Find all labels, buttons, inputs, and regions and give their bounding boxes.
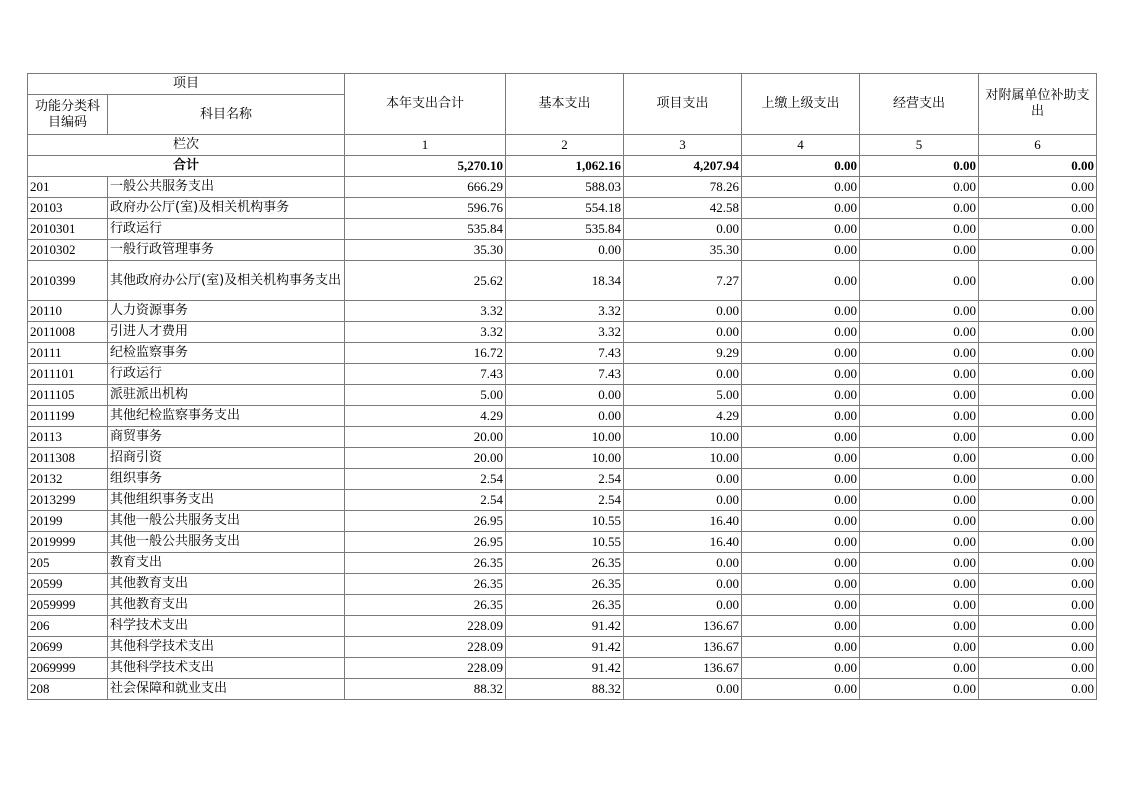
amount-cell: 25.62 — [345, 261, 506, 301]
table-row — [28, 511, 1097, 532]
amount-cell: 0.00 — [979, 637, 1097, 658]
amount-cell: 554.18 — [506, 198, 624, 219]
amount-cell: 0.00 — [979, 364, 1097, 385]
col-header-total: 本年支出合计 — [345, 74, 506, 135]
subject-name: 一般行政管理事务 — [108, 240, 345, 261]
amount-cell: 0.00 — [979, 198, 1097, 219]
table-row — [28, 553, 1097, 574]
amount-cell: 10.00 — [624, 448, 742, 469]
table-row — [28, 385, 1097, 406]
amount-cell: 26.95 — [345, 532, 506, 553]
amount-cell: 0.00 — [860, 448, 979, 469]
amount-cell: 0.00 — [979, 406, 1097, 427]
subject-name: 商贸事务 — [108, 427, 345, 448]
table-row — [28, 490, 1097, 511]
amount-cell: 35.30 — [345, 240, 506, 261]
table-row — [28, 219, 1097, 240]
amount-cell: 535.84 — [506, 219, 624, 240]
amount-cell: 0.00 — [742, 406, 860, 427]
amount-cell: 0.00 — [624, 679, 742, 700]
amount-cell: 7.43 — [506, 343, 624, 364]
subject-code: 2019999 — [28, 532, 108, 553]
subject-code: 2010302 — [28, 240, 108, 261]
subject-code: 205 — [28, 553, 108, 574]
amount-cell: 0.00 — [624, 322, 742, 343]
table-row — [28, 322, 1097, 343]
amount-cell: 0.00 — [742, 177, 860, 198]
amount-cell: 0.00 — [742, 364, 860, 385]
amount-cell: 42.58 — [624, 198, 742, 219]
amount-cell: 0.00 — [979, 385, 1097, 406]
amount-cell: 0.00 — [979, 490, 1097, 511]
amount-cell: 0.00 — [860, 240, 979, 261]
subject-code: 2011199 — [28, 406, 108, 427]
subject-name: 科学技术支出 — [108, 616, 345, 637]
amount-cell: 0.00 — [624, 574, 742, 595]
amount-cell: 0.00 — [860, 532, 979, 553]
amount-cell: 35.30 — [624, 240, 742, 261]
amount-cell: 0.00 — [860, 261, 979, 301]
amount-cell: 0.00 — [742, 240, 860, 261]
amount-cell: 535.84 — [345, 219, 506, 240]
amount-cell: 596.76 — [345, 198, 506, 219]
amount-cell: 0.00 — [979, 511, 1097, 532]
amount-cell: 0.00 — [860, 177, 979, 198]
amount-cell: 18.34 — [506, 261, 624, 301]
amount-cell: 7.43 — [506, 364, 624, 385]
seq-number: 6 — [979, 135, 1097, 156]
amount-cell: 0.00 — [860, 595, 979, 616]
amount-cell: 588.03 — [506, 177, 624, 198]
header-seq-label: 栏次 — [28, 135, 345, 156]
amount-cell: 78.26 — [624, 177, 742, 198]
amount-cell: 0.00 — [742, 553, 860, 574]
table-row — [28, 637, 1097, 658]
amount-cell: 0.00 — [979, 532, 1097, 553]
subject-code: 20111 — [28, 343, 108, 364]
amount-cell: 0.00 — [979, 343, 1097, 364]
amount-cell: 0.00 — [979, 427, 1097, 448]
amount-cell: 0.00 — [860, 219, 979, 240]
subject-code: 2011308 — [28, 448, 108, 469]
amount-cell: 228.09 — [345, 658, 506, 679]
subject-code: 208 — [28, 679, 108, 700]
amount-cell: 0.00 — [979, 469, 1097, 490]
amount-cell: 0.00 — [742, 469, 860, 490]
amount-cell: 0.00 — [742, 385, 860, 406]
amount-cell: 10.55 — [506, 511, 624, 532]
table-row — [28, 177, 1097, 198]
amount-cell: 0.00 — [742, 511, 860, 532]
table-row — [28, 574, 1097, 595]
amount-cell: 0.00 — [860, 658, 979, 679]
subject-code: 201 — [28, 177, 108, 198]
subject-code: 20113 — [28, 427, 108, 448]
amount-cell: 0.00 — [742, 532, 860, 553]
table-row — [28, 406, 1097, 427]
table-row — [28, 301, 1097, 322]
amount-cell: 0.00 — [860, 364, 979, 385]
header-name: 科目名称 — [108, 95, 345, 135]
subject-code: 20132 — [28, 469, 108, 490]
total-value: 0.00 — [742, 156, 860, 177]
subject-name: 其他纪检监察事务支出 — [108, 406, 345, 427]
header-code: 功能分类科目编码 — [28, 95, 108, 135]
amount-cell: 0.00 — [979, 322, 1097, 343]
col-header-basic: 基本支出 — [506, 74, 624, 135]
amount-cell: 26.35 — [506, 553, 624, 574]
amount-cell: 0.00 — [860, 679, 979, 700]
amount-cell: 0.00 — [860, 385, 979, 406]
subject-code: 20103 — [28, 198, 108, 219]
subject-name: 人力资源事务 — [108, 301, 345, 322]
amount-cell: 16.40 — [624, 532, 742, 553]
amount-cell: 7.43 — [345, 364, 506, 385]
subject-code: 20699 — [28, 637, 108, 658]
total-value: 4,207.94 — [624, 156, 742, 177]
amount-cell: 0.00 — [979, 679, 1097, 700]
total-value: 1,062.16 — [506, 156, 624, 177]
amount-cell: 16.40 — [624, 511, 742, 532]
amount-cell: 91.42 — [506, 616, 624, 637]
table-row — [28, 261, 1097, 301]
table-row — [28, 448, 1097, 469]
seq-number: 3 — [624, 135, 742, 156]
amount-cell: 7.27 — [624, 261, 742, 301]
seq-number: 5 — [860, 135, 979, 156]
subject-code: 2011008 — [28, 322, 108, 343]
subject-code: 2011101 — [28, 364, 108, 385]
col-header-operating: 经营支出 — [860, 74, 979, 135]
subject-code: 2013299 — [28, 490, 108, 511]
table-row — [28, 240, 1097, 261]
subject-name: 行政运行 — [108, 364, 345, 385]
subject-name: 其他科学技术支出 — [108, 637, 345, 658]
amount-cell: 0.00 — [742, 490, 860, 511]
amount-cell: 26.35 — [345, 553, 506, 574]
total-value: 0.00 — [979, 156, 1097, 177]
amount-cell: 0.00 — [860, 574, 979, 595]
col-header-remit: 上缴上级支出 — [742, 74, 860, 135]
subject-code: 2010301 — [28, 219, 108, 240]
amount-cell: 3.32 — [345, 322, 506, 343]
amount-cell: 0.00 — [742, 616, 860, 637]
amount-cell: 3.32 — [506, 301, 624, 322]
header-item: 项目 — [28, 74, 345, 95]
table-row — [28, 469, 1097, 490]
amount-cell: 0.00 — [860, 553, 979, 574]
expenditure-table — [27, 73, 1097, 700]
amount-cell: 0.00 — [860, 511, 979, 532]
amount-cell: 0.00 — [860, 469, 979, 490]
amount-cell: 26.35 — [506, 574, 624, 595]
amount-cell: 0.00 — [624, 595, 742, 616]
amount-cell: 9.29 — [624, 343, 742, 364]
total-value: 5,270.10 — [345, 156, 506, 177]
table-row — [28, 595, 1097, 616]
amount-cell: 0.00 — [860, 406, 979, 427]
amount-cell: 88.32 — [345, 679, 506, 700]
amount-cell: 0.00 — [979, 658, 1097, 679]
amount-cell: 666.29 — [345, 177, 506, 198]
subject-code: 2059999 — [28, 595, 108, 616]
amount-cell: 4.29 — [624, 406, 742, 427]
amount-cell: 0.00 — [979, 261, 1097, 301]
subject-name: 社会保障和就业支出 — [108, 679, 345, 700]
subject-code: 20110 — [28, 301, 108, 322]
amount-cell: 26.95 — [345, 511, 506, 532]
table-row — [28, 658, 1097, 679]
subject-name: 其他政府办公厅(室)及相关机构事务支出 — [108, 261, 345, 301]
subject-name: 其他教育支出 — [108, 595, 345, 616]
amount-cell: 26.35 — [506, 595, 624, 616]
amount-cell: 0.00 — [860, 301, 979, 322]
table-row — [28, 616, 1097, 637]
subject-name: 派驻派出机构 — [108, 385, 345, 406]
amount-cell: 0.00 — [742, 637, 860, 658]
amount-cell: 2.54 — [345, 490, 506, 511]
amount-cell: 16.72 — [345, 343, 506, 364]
subject-name: 招商引资 — [108, 448, 345, 469]
amount-cell: 5.00 — [624, 385, 742, 406]
amount-cell: 0.00 — [742, 679, 860, 700]
subject-name: 教育支出 — [108, 553, 345, 574]
amount-cell: 3.32 — [506, 322, 624, 343]
subject-name: 政府办公厅(室)及相关机构事务 — [108, 198, 345, 219]
amount-cell: 0.00 — [979, 177, 1097, 198]
amount-cell: 10.00 — [506, 448, 624, 469]
subject-name: 纪检监察事务 — [108, 343, 345, 364]
amount-cell: 136.67 — [624, 637, 742, 658]
table-row — [28, 198, 1097, 219]
amount-cell: 91.42 — [506, 637, 624, 658]
amount-cell: 0.00 — [742, 574, 860, 595]
amount-cell: 0.00 — [742, 448, 860, 469]
subject-code: 2010399 — [28, 261, 108, 301]
subject-code: 2069999 — [28, 658, 108, 679]
subject-code: 20599 — [28, 574, 108, 595]
subject-name: 其他科学技术支出 — [108, 658, 345, 679]
amount-cell: 0.00 — [742, 322, 860, 343]
amount-cell: 0.00 — [860, 490, 979, 511]
seq-number: 4 — [742, 135, 860, 156]
amount-cell: 0.00 — [979, 301, 1097, 322]
subject-name: 其他一般公共服务支出 — [108, 511, 345, 532]
amount-cell: 0.00 — [860, 637, 979, 658]
amount-cell: 10.00 — [506, 427, 624, 448]
subject-name: 其他一般公共服务支出 — [108, 532, 345, 553]
amount-cell: 0.00 — [624, 553, 742, 574]
amount-cell: 5.00 — [345, 385, 506, 406]
subject-code: 206 — [28, 616, 108, 637]
table-row — [28, 343, 1097, 364]
amount-cell: 88.32 — [506, 679, 624, 700]
subject-name: 一般公共服务支出 — [108, 177, 345, 198]
amount-cell: 0.00 — [624, 301, 742, 322]
amount-cell: 0.00 — [742, 343, 860, 364]
amount-cell: 0.00 — [624, 490, 742, 511]
amount-cell: 4.29 — [345, 406, 506, 427]
total-row — [28, 156, 1097, 177]
col-header-project: 项目支出 — [624, 74, 742, 135]
seq-number: 1 — [345, 135, 506, 156]
amount-cell: 20.00 — [345, 427, 506, 448]
amount-cell: 0.00 — [742, 301, 860, 322]
amount-cell: 0.00 — [860, 427, 979, 448]
amount-cell: 91.42 — [506, 658, 624, 679]
subject-name: 组织事务 — [108, 469, 345, 490]
amount-cell: 10.55 — [506, 532, 624, 553]
amount-cell: 0.00 — [979, 595, 1097, 616]
amount-cell: 136.67 — [624, 616, 742, 637]
amount-cell: 0.00 — [742, 219, 860, 240]
amount-cell: 0.00 — [742, 427, 860, 448]
amount-cell: 0.00 — [860, 198, 979, 219]
subject-code: 20199 — [28, 511, 108, 532]
table-row — [28, 532, 1097, 553]
amount-cell: 0.00 — [506, 406, 624, 427]
amount-cell: 0.00 — [742, 198, 860, 219]
amount-cell: 3.32 — [345, 301, 506, 322]
amount-cell: 2.54 — [506, 490, 624, 511]
amount-cell: 0.00 — [979, 448, 1097, 469]
amount-cell: 0.00 — [624, 219, 742, 240]
table-row — [28, 364, 1097, 385]
amount-cell: 0.00 — [506, 385, 624, 406]
amount-cell: 0.00 — [979, 574, 1097, 595]
subject-name: 其他组织事务支出 — [108, 490, 345, 511]
amount-cell: 228.09 — [345, 637, 506, 658]
subject-name: 行政运行 — [108, 219, 345, 240]
amount-cell: 0.00 — [742, 261, 860, 301]
amount-cell: 20.00 — [345, 448, 506, 469]
amount-cell: 0.00 — [979, 219, 1097, 240]
amount-cell: 0.00 — [506, 240, 624, 261]
amount-cell: 2.54 — [506, 469, 624, 490]
table-row — [28, 427, 1097, 448]
amount-cell: 0.00 — [979, 616, 1097, 637]
amount-cell: 0.00 — [860, 343, 979, 364]
amount-cell: 0.00 — [979, 240, 1097, 261]
table-row — [28, 679, 1097, 700]
amount-cell: 0.00 — [624, 469, 742, 490]
subject-name: 其他教育支出 — [108, 574, 345, 595]
amount-cell: 0.00 — [860, 322, 979, 343]
amount-cell: 26.35 — [345, 595, 506, 616]
amount-cell: 2.54 — [345, 469, 506, 490]
amount-cell: 0.00 — [742, 658, 860, 679]
subject-name: 引进人才费用 — [108, 322, 345, 343]
amount-cell: 228.09 — [345, 616, 506, 637]
seq-number: 2 — [506, 135, 624, 156]
total-value: 0.00 — [860, 156, 979, 177]
amount-cell: 0.00 — [624, 364, 742, 385]
amount-cell: 0.00 — [860, 616, 979, 637]
amount-cell: 0.00 — [979, 553, 1097, 574]
amount-cell: 136.67 — [624, 658, 742, 679]
amount-cell: 10.00 — [624, 427, 742, 448]
amount-cell: 0.00 — [742, 595, 860, 616]
col-header-subsidy: 对附属单位补助支出 — [979, 74, 1097, 135]
subject-code: 2011105 — [28, 385, 108, 406]
amount-cell: 26.35 — [345, 574, 506, 595]
total-label: 合计 — [28, 156, 345, 177]
